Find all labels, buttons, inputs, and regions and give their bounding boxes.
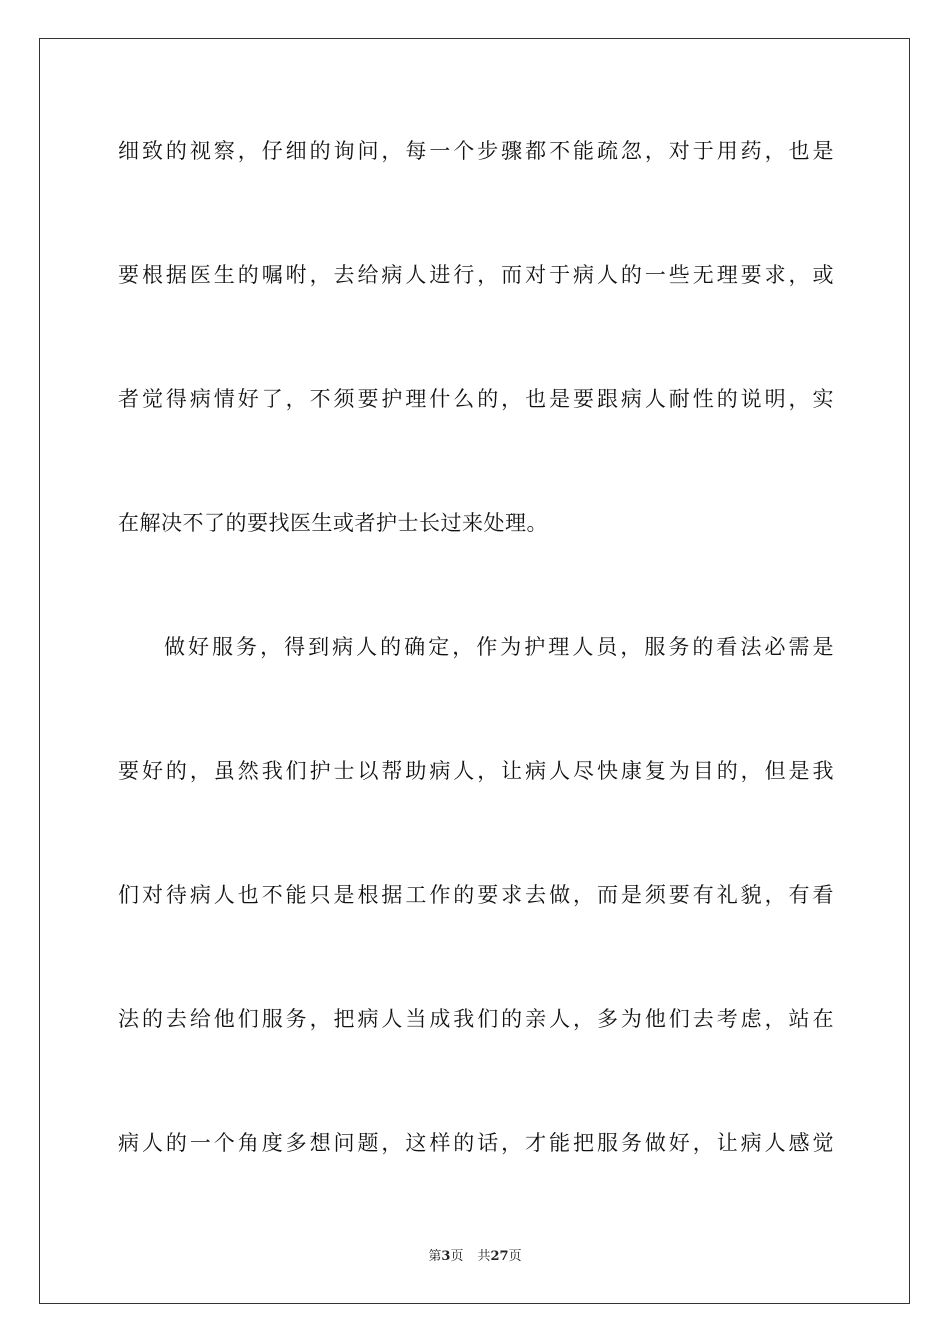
page-border — [39, 38, 910, 1304]
paragraph-first-line: 做好服务，得到病人的确定，作为护理人员，服务的看法必需是 — [164, 635, 834, 659]
body-text-line: 者觉得病情好了，不须要护理什么的，也是要跟病人耐性的说明，实 — [118, 387, 834, 411]
body-text-line: 细致的视察，仔细的询问，每一个步骤都不能疏忽，对于用药，也是 — [118, 139, 834, 163]
body-text-line: 要根据医生的嘱咐，去给病人进行，而对于病人的一些无理要求，或 — [118, 263, 834, 287]
body-text-line: 在解决不了的要找医生或者护士长过来处理。 — [118, 511, 548, 535]
total-prefix: 共 — [477, 1249, 491, 1264]
body-text-line: 病人的一个角度多想问题，这样的话，才能把服务做好，让病人感觉 — [118, 1131, 834, 1155]
current-page-number: 3 — [441, 1249, 451, 1264]
page-prefix: 第 — [428, 1249, 442, 1264]
body-text-line: 法的去给他们服务，把病人当成我们的亲人，多为他们去考虑，站在 — [118, 1007, 834, 1031]
body-text-line: 们对待病人也不能只是根据工作的要求去做，而是须要有礼貌，有看 — [118, 883, 834, 907]
body-text-line: 要好的，虽然我们护士以帮助病人，让病人尽快康复为目的，但是我 — [118, 759, 834, 783]
page-footer — [0, 1249, 950, 1265]
total-suffix: 页 — [508, 1249, 522, 1264]
total-page-count: 27 — [490, 1249, 509, 1264]
page-suffix: 页 — [450, 1249, 464, 1264]
